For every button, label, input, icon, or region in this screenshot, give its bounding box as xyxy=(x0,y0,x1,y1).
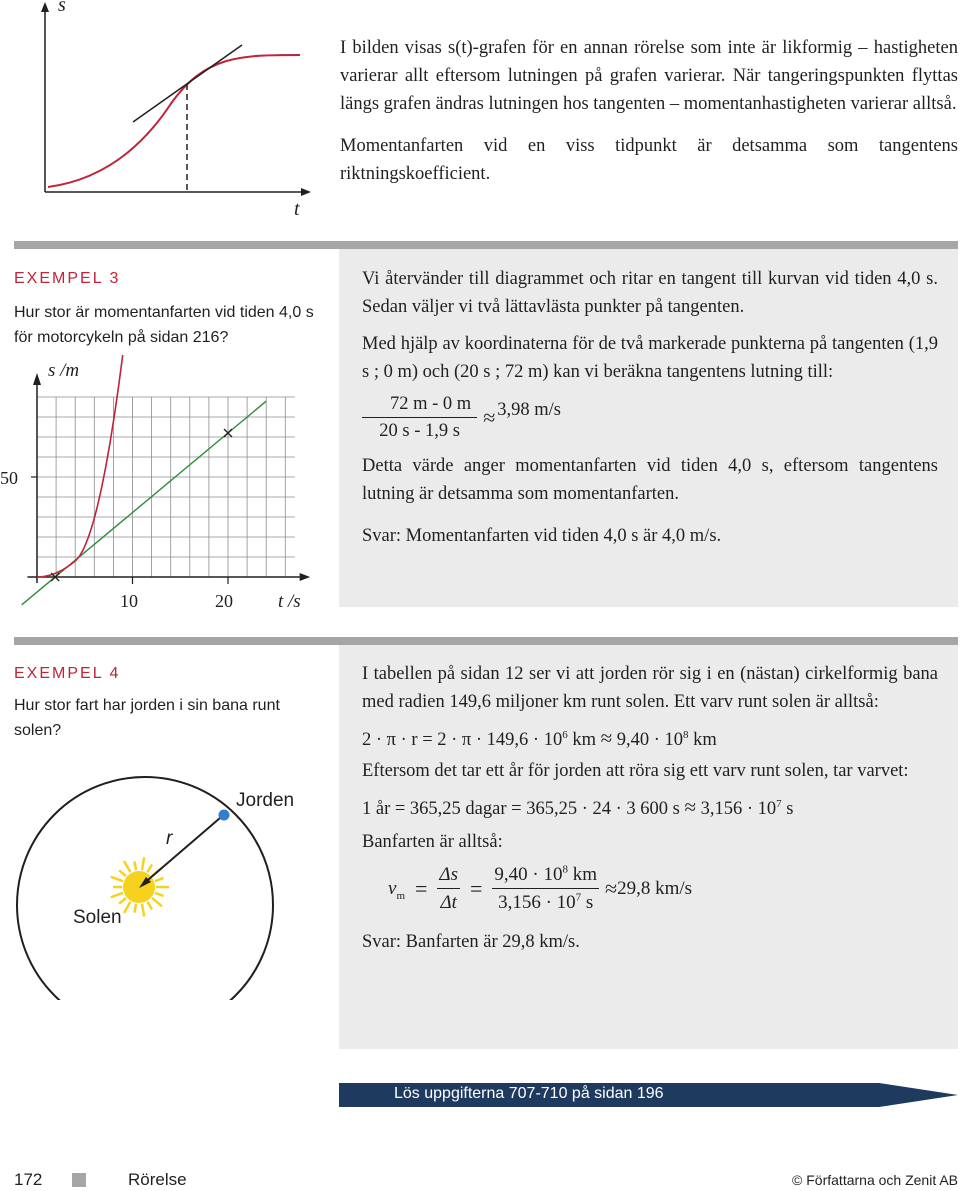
sun-ray xyxy=(119,870,126,876)
example3-rule xyxy=(14,241,958,249)
sun-ray xyxy=(134,861,136,870)
example4-text xyxy=(362,660,938,956)
earth-label: Jorden xyxy=(236,790,295,811)
sun-ray xyxy=(124,902,131,913)
example3-text-2: Med hjälp av koordinaterna för de två markerade punkterna på tangenten (1,9 s ; 0 m) och (20 s ; 72 m) kan vi beräkna tangentens lutning till: xyxy=(362,334,938,382)
s-axis-label: s xyxy=(58,0,66,16)
x-axis-arrow xyxy=(300,573,311,581)
sun-label: Solen xyxy=(73,907,122,928)
sun-ray xyxy=(111,893,123,897)
sun-ray xyxy=(124,861,131,872)
example3-question: Hur stor är momentanfarten vid tiden 4,0 s för motorcykeln på sidan 216? xyxy=(14,304,314,346)
example4-label: EXEMPEL 4 xyxy=(14,665,121,682)
sun-ray xyxy=(148,902,153,910)
example3-text-1: Vi återvänder till diagrammet och ritar en tangent till kurvan vid tiden 4,0 s. Sedan väljer vi två lättavlästa punkter på tangenten. xyxy=(362,269,938,317)
radius-label: r xyxy=(166,828,173,849)
chapter-name: Rörelse xyxy=(128,1170,187,1189)
sun-ray xyxy=(134,904,136,913)
graph-y-tick-50: 50 xyxy=(0,468,18,488)
copyright: © Författarna och Zenit AB xyxy=(792,1172,958,1188)
example4-text-2: Eftersom det tar ett år för jorden att röra sig ett varv runt solen, tar varvet: xyxy=(362,761,909,781)
earth-icon xyxy=(219,810,230,821)
motion-curve xyxy=(37,355,123,577)
top-paragraph-1: I bilden visas s(t)-grafen för en annan rörelse som inte är likformig – hastigheten varierar allt eftersom lutningen på grafen varierar. När tangeringspunkten flyttas längs grafen ändras lutningen hos tangenten – momentanhastigheten varierar alltså. xyxy=(340,38,958,114)
graph-x-label: t /s xyxy=(278,591,301,612)
example4-text-1: I tabellen på sidan 12 ser vi att jorden rör sig i en (nästan) cirkelformig bana med radien 149,6 miljoner km runt solen. Ett varv runt solen är alltså: xyxy=(362,664,938,712)
st-curve xyxy=(48,55,300,187)
example4-formula-1: $2 \cdot \pi \cdot r = 2 \cdot \pi \cdot 149,6 \cdot 10^6$ km ≈ $9,40 \cdot 10^8$ km xyxy=(362,726,717,750)
example3-answer: Svar: Momentanfarten vid tiden 4,0 s är 4,0 m/s. xyxy=(362,526,722,546)
example3-label: EXEMPEL 3 xyxy=(14,270,121,287)
example3-graph xyxy=(0,355,330,620)
top-text xyxy=(340,34,958,188)
example4-rule xyxy=(14,637,958,645)
top-graph xyxy=(0,0,330,230)
sun-ray xyxy=(155,878,163,881)
example4-question: Hur stor fart har jorden i sin bana runt solen? xyxy=(14,697,280,739)
example4-formula-3: $v_m$ = $\frac{\Delta s}{\Delta t}$ = $\frac{9,40 \cdot 10^8 km}{3,156 \cdot 10^7 s}$ ≈ 29,8 km/s xyxy=(388,863,693,913)
exercise-banner[interactable] xyxy=(339,1083,959,1107)
formula-denominator: 20 s - 1,9 s xyxy=(379,421,460,441)
sun-ray xyxy=(111,877,123,881)
sun-ray xyxy=(155,893,163,896)
tangent-line xyxy=(133,45,242,122)
sun-ray xyxy=(152,898,162,906)
sun-ray xyxy=(142,904,144,917)
graph-y-label: s /m xyxy=(48,360,80,381)
sun-ray xyxy=(119,898,126,904)
banner-text: Lös uppgifterna 707-710 på sidan 196 xyxy=(394,1085,664,1102)
page-number: 172 xyxy=(14,1170,43,1189)
graph-x-tick-10: 10 xyxy=(120,591,138,611)
orbit-diagram xyxy=(0,760,330,1000)
sun-ray xyxy=(142,857,144,870)
example4-text-3: Banfarten är alltså: xyxy=(362,832,503,852)
footer-square-icon xyxy=(72,1173,86,1187)
example4-formula-2: 1 år = 365,25 dagar = 365,25 · 24 · 3 600 $s \approx 3,156 \cdot 10^7$ s xyxy=(362,795,794,819)
graph-x-tick-20: 20 xyxy=(215,591,233,611)
formula-numerator: 72 m - 0 m xyxy=(362,394,477,418)
formula-result: 3,98 m/s xyxy=(497,399,562,420)
example3-formula xyxy=(362,394,938,442)
approx-symbol: ≈ xyxy=(483,405,496,430)
top-paragraph-2: Momentanfarten vid en viss tidpunkt är detsamma som tangentens riktningskoefficient. xyxy=(340,136,958,184)
y-axis-arrow xyxy=(33,373,41,385)
example3-text xyxy=(362,265,938,550)
sun-ray xyxy=(148,864,153,872)
example4-answer: Svar: Banfarten är 29,8 km/s. xyxy=(362,932,580,952)
radius-line xyxy=(142,818,220,885)
example3-text-3: Detta värde anger momentanfarten vid tiden 4,0 s, eftersom tangentens lutning är detsamma som momentanfarten. xyxy=(362,456,938,504)
t-axis-label: t xyxy=(294,198,300,220)
